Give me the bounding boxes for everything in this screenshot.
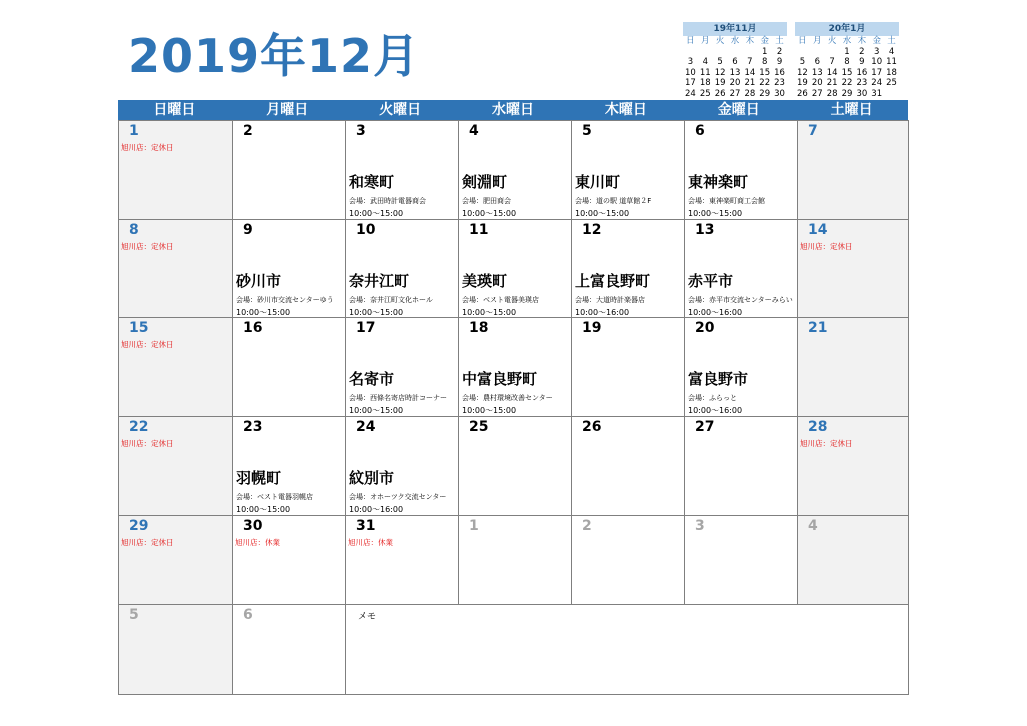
day-cell[interactable] <box>684 219 798 318</box>
day-number: 7 <box>808 123 818 139</box>
mini-weekday: 木 <box>857 36 867 46</box>
day-cell[interactable] <box>571 120 685 220</box>
day-cell[interactable] <box>684 317 798 417</box>
calendar-grid <box>118 100 908 694</box>
day-number: 16 <box>243 320 263 336</box>
memo-area[interactable] <box>345 604 909 695</box>
event-time: 10:00～15:00 <box>236 505 291 514</box>
mini-day <box>683 47 698 58</box>
day-cell[interactable] <box>345 515 459 605</box>
mini-day: 8 <box>762 57 768 67</box>
day-number: 6 <box>243 607 253 623</box>
mini-day: 25 <box>886 78 897 88</box>
day-number: 25 <box>469 419 489 435</box>
mini-day <box>698 47 713 58</box>
mini-weekday: 土 <box>887 36 896 46</box>
day-number: 21 <box>808 320 828 336</box>
day-number: 1 <box>469 518 479 534</box>
mini-day: 4 <box>702 57 708 67</box>
day-number: 28 <box>808 419 828 435</box>
mini-day: 9 <box>859 57 865 67</box>
day-cell[interactable] <box>118 120 233 220</box>
event-time: 10:00～15:00 <box>462 209 517 218</box>
mini-day: 24 <box>685 88 696 99</box>
event-venue: 会場：道の駅 道草館２F <box>575 197 652 205</box>
mini-day: 15 <box>841 67 853 78</box>
closure-note: 旭川店：定休日 <box>121 340 174 349</box>
weekday-header: 日曜日 <box>153 102 196 118</box>
mini-day: 12 <box>714 67 726 78</box>
event-venue: 会場：ベスト電器羽幌店 <box>236 493 313 501</box>
mini-day: 7 <box>747 57 753 67</box>
event-time: 10:00～15:00 <box>349 308 404 317</box>
mini-weekday: 水 <box>842 36 852 46</box>
day-number: 5 <box>129 607 139 623</box>
event-time: 10:00～16:00 <box>688 308 743 317</box>
day-number: 4 <box>808 518 818 534</box>
day-cell[interactable] <box>345 416 459 516</box>
day-cell[interactable] <box>458 120 572 220</box>
mini-day: 11 <box>699 67 711 78</box>
mini-day: 28 <box>826 88 838 99</box>
event-town: 赤平市 <box>688 272 734 290</box>
event-venue: 会場：大道時計楽器店 <box>575 296 645 304</box>
event-time: 10:00～15:00 <box>236 308 291 317</box>
event-time: 10:00～15:00 <box>688 209 743 218</box>
day-cell[interactable] <box>571 515 685 605</box>
closure-note: 旭川店：定休日 <box>800 242 853 251</box>
day-number: 15 <box>129 320 149 336</box>
mini-day: 22 <box>759 78 771 88</box>
mini-weekday: 月 <box>701 36 710 46</box>
mini-day: 6 <box>814 57 820 67</box>
day-cell[interactable] <box>118 416 233 516</box>
day-cell[interactable] <box>118 604 233 695</box>
mini-day: 17 <box>685 78 696 88</box>
day-number: 26 <box>582 419 602 435</box>
mini-day <box>728 47 743 58</box>
closure-note: 旭川店：休業 <box>348 538 393 547</box>
mini-weekday: 日 <box>798 36 807 46</box>
mini-weekday: 金 <box>760 36 769 46</box>
mini-day: 28 <box>744 88 756 99</box>
day-number: 2 <box>243 123 253 139</box>
mini-day: 13 <box>729 67 741 78</box>
memo-label: メモ <box>358 612 377 622</box>
mini-day <box>825 47 840 58</box>
mini-day: 21 <box>826 78 838 88</box>
mini-day: 12 <box>797 67 808 78</box>
mini-day: 27 <box>729 88 741 99</box>
mini-day: 6 <box>732 57 738 67</box>
day-number: 13 <box>695 222 715 238</box>
closure-note: 旭川店：定休日 <box>800 439 853 448</box>
mini-day: 2 <box>776 46 783 57</box>
closure-note: 旭川店：定休日 <box>121 538 174 547</box>
event-town: 砂川市 <box>236 272 282 290</box>
event-town: 奈井江町 <box>349 272 410 290</box>
mini-weekday: 火 <box>827 36 837 46</box>
mini-day: 8 <box>844 57 850 67</box>
event-venue: 会場：農村環境改善センター <box>462 394 553 402</box>
day-cell[interactable] <box>118 317 233 417</box>
event-venue: 会場：ふらっと <box>688 394 737 402</box>
day-cell[interactable] <box>458 317 572 417</box>
mini-day: 19 <box>714 78 726 88</box>
mini-day: 30 <box>774 88 785 99</box>
day-cell[interactable] <box>797 120 909 220</box>
mini-day: 3 <box>687 57 694 67</box>
mini-day: 16 <box>856 67 868 78</box>
day-cell[interactable] <box>571 416 685 516</box>
event-town: 紋別市 <box>349 469 395 487</box>
mini-day: 29 <box>759 88 771 99</box>
day-cell[interactable] <box>797 416 909 516</box>
event-venue: 会場：奈井江町文化ホール <box>349 296 433 304</box>
day-number: 1 <box>129 123 139 139</box>
mini-day: 24 <box>871 78 883 88</box>
day-cell[interactable] <box>684 515 798 605</box>
day-number: 30 <box>243 518 263 534</box>
event-time: 10:00～15:00 <box>575 209 630 218</box>
mini-weekday: 金 <box>872 36 881 46</box>
mini-day: 5 <box>799 57 806 67</box>
mini-day: 1 <box>844 46 850 57</box>
mini-day: 15 <box>759 67 771 78</box>
day-number: 31 <box>356 518 376 534</box>
event-time: 10:00～15:00 <box>462 406 517 415</box>
event-town: 上富良野町 <box>575 272 651 290</box>
day-number: 4 <box>469 123 479 139</box>
day-cell[interactable] <box>684 416 798 516</box>
day-cell[interactable] <box>232 416 346 516</box>
mini-day: 31 <box>871 88 883 99</box>
event-venue: 会場：ベスト電器美瑛店 <box>462 296 539 304</box>
day-cell[interactable] <box>118 515 233 605</box>
mini-day: 10 <box>871 57 883 67</box>
day-cell[interactable] <box>232 317 346 417</box>
mini-day: 3 <box>874 46 880 57</box>
mini-weekday: 日 <box>686 36 695 46</box>
day-cell[interactable] <box>458 515 572 605</box>
mini-day <box>884 89 899 100</box>
event-venue: 会場：武田時計電器商会 <box>349 197 426 205</box>
event-town: 名寄市 <box>349 370 395 388</box>
mini-day: 7 <box>829 57 835 67</box>
day-number: 6 <box>695 123 705 139</box>
mini-day <box>795 47 810 58</box>
day-cell[interactable] <box>345 317 459 417</box>
weekday-header: 土曜日 <box>830 102 873 118</box>
mini-calendar-prev <box>683 22 787 99</box>
day-number: 5 <box>582 123 592 139</box>
event-town: 美瑛町 <box>462 272 508 290</box>
day-number: 3 <box>356 123 366 139</box>
day-cell[interactable] <box>797 219 909 318</box>
mini-day: 18 <box>886 67 897 78</box>
day-cell[interactable] <box>571 317 685 417</box>
event-town: 富良野市 <box>688 370 749 388</box>
day-cell[interactable] <box>232 515 346 605</box>
mini-day: 18 <box>699 78 711 88</box>
day-cell[interactable] <box>345 120 459 220</box>
event-venue: 会場：肥田商会 <box>462 197 511 205</box>
day-number: 10 <box>356 222 376 238</box>
event-time: 10:00～15:00 <box>349 209 404 218</box>
day-cell[interactable] <box>571 219 685 318</box>
day-cell[interactable] <box>118 219 233 318</box>
mini-day: 21 <box>744 78 756 88</box>
mini-day: 26 <box>714 88 726 99</box>
mini-day: 20 <box>811 78 823 88</box>
mini-day: 10 <box>685 67 696 78</box>
day-number: 20 <box>695 320 715 336</box>
mini-day: 5 <box>717 57 723 67</box>
mini-day: 26 <box>797 88 808 99</box>
mini-day: 1 <box>762 46 768 57</box>
event-time: 10:00～15:00 <box>462 308 517 317</box>
event-time: 10:00～16:00 <box>688 406 743 415</box>
day-number: 11 <box>469 222 489 238</box>
mini-day: 13 <box>811 67 823 78</box>
mini-weekday: 木 <box>745 36 755 46</box>
event-time: 10:00～16:00 <box>349 505 404 514</box>
event-venue: 会場：西條名寄店時計コーナー <box>349 394 447 402</box>
mini-calendar-next <box>795 22 899 99</box>
mini-day: 9 <box>776 57 783 67</box>
day-number: 19 <box>582 320 602 336</box>
day-number: 27 <box>695 419 715 435</box>
mini-day: 2 <box>859 46 865 57</box>
event-town: 中富良野町 <box>462 370 538 388</box>
event-time: 10:00～15:00 <box>349 406 404 415</box>
weekday-header: 月曜日 <box>266 102 309 118</box>
mini-day <box>810 47 825 58</box>
mini-day: 11 <box>886 57 897 67</box>
closure-note: 旭川店：定休日 <box>121 439 174 448</box>
day-cell[interactable] <box>458 219 572 318</box>
weekday-header: 水曜日 <box>492 102 534 118</box>
mini-day: 14 <box>744 67 756 78</box>
mini-day: 4 <box>888 46 895 57</box>
day-number: 23 <box>243 419 263 435</box>
day-cell[interactable] <box>232 604 346 695</box>
day-number: 17 <box>356 320 376 336</box>
day-number: 8 <box>129 222 139 238</box>
day-number: 3 <box>695 518 705 534</box>
day-cell[interactable] <box>232 219 346 318</box>
mini-calendar-prev-label: 19年11月 <box>683 22 787 36</box>
day-number: 9 <box>243 222 253 238</box>
day-cell[interactable] <box>797 317 909 417</box>
mini-day: 25 <box>699 88 711 99</box>
event-venue: 会場：オホーツク交流センター <box>349 493 447 501</box>
mini-day: 30 <box>856 88 868 99</box>
day-number: 12 <box>582 222 602 238</box>
day-cell[interactable] <box>797 515 909 605</box>
event-town: 東川町 <box>575 173 621 191</box>
event-time: 10:00～16:00 <box>575 308 630 317</box>
event-venue: 会場：砂川市交流センターゆう <box>236 296 334 304</box>
mini-day: 14 <box>826 67 838 78</box>
day-number: 18 <box>469 320 489 336</box>
day-cell[interactable] <box>345 219 459 318</box>
mini-day: 23 <box>774 78 785 88</box>
closure-note: 旭川店：定休日 <box>121 242 174 251</box>
event-town: 和寒町 <box>349 173 395 191</box>
closure-note: 旭川店：休業 <box>235 538 280 547</box>
day-cell[interactable] <box>458 416 572 516</box>
day-number: 2 <box>582 518 592 534</box>
mini-calendar-next-label: 20年1月 <box>795 22 899 36</box>
weekday-header-row <box>118 100 908 120</box>
closure-note: 旭川店：定休日 <box>121 143 174 152</box>
mini-day: 29 <box>841 88 853 99</box>
day-number: 22 <box>129 419 149 435</box>
weekday-header: 金曜日 <box>717 102 760 118</box>
event-venue: 会場：赤平市交流センターみらい <box>688 296 793 304</box>
day-number: 29 <box>129 518 149 534</box>
mini-day: 19 <box>797 78 808 88</box>
mini-day <box>742 47 757 58</box>
mini-day: 22 <box>841 78 853 88</box>
event-town: 東神楽町 <box>688 173 749 191</box>
event-venue: 会場：東神楽町商工会館 <box>688 197 765 205</box>
mini-day: 23 <box>856 78 868 88</box>
weekday-header: 火曜日 <box>379 102 422 118</box>
day-number: 14 <box>808 222 828 238</box>
mini-weekday: 火 <box>715 36 725 46</box>
mini-day: 16 <box>774 67 785 78</box>
mini-day: 20 <box>729 78 741 88</box>
page-title: 2019年12月 <box>128 29 421 83</box>
day-number: 24 <box>356 419 376 435</box>
mini-day <box>713 47 728 58</box>
weekday-header: 木曜日 <box>604 102 647 118</box>
day-cell[interactable] <box>232 120 346 220</box>
mini-weekday: 水 <box>730 36 740 46</box>
mini-weekday: 土 <box>775 36 784 46</box>
day-cell[interactable] <box>684 120 798 220</box>
mini-day: 27 <box>811 88 823 99</box>
event-town: 羽幌町 <box>236 469 282 487</box>
mini-day: 17 <box>871 67 883 78</box>
mini-weekday: 月 <box>813 36 822 46</box>
event-town: 剣淵町 <box>462 173 508 191</box>
